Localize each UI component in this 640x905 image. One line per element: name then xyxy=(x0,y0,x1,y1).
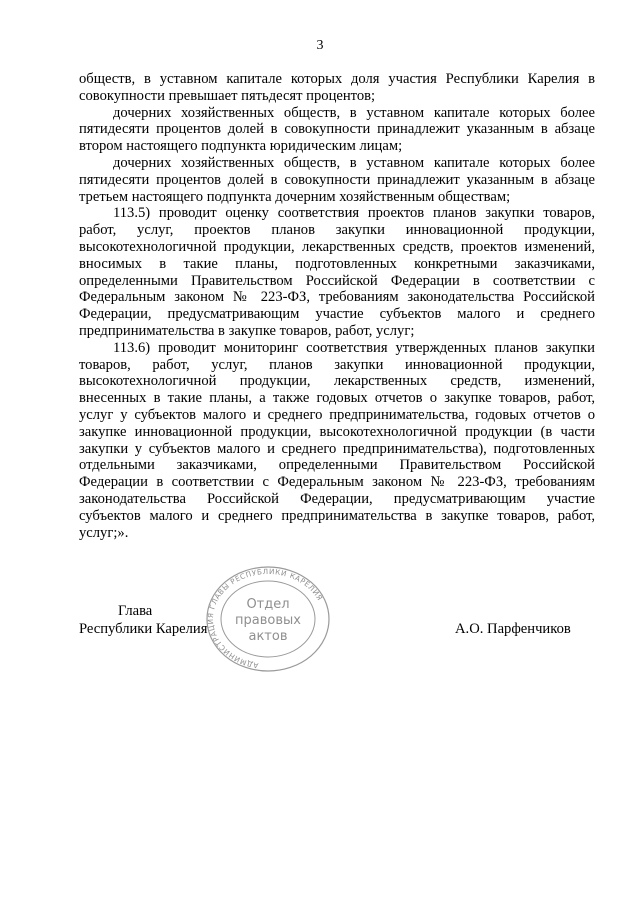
text-line: предпринимательства в закупке товаров, работ, услуг; xyxy=(79,322,415,339)
text-line: работ, услуг, проектов планов закупки инновационной продукции, xyxy=(79,222,595,239)
document-body xyxy=(79,71,595,541)
text-line: пятидесяти процентов долей в совокупности принадлежит указанным в абзаце xyxy=(79,171,595,188)
text-line: дочерних хозяйственных обществ, в уставном капитале которых более xyxy=(113,154,595,171)
text-line: совокупности превышает пятьдесят процентов; xyxy=(79,87,376,104)
text-line: услуг;». xyxy=(79,524,129,541)
text-line: высокотехнологичной продукции, лекарственных средств, изменений, xyxy=(79,373,595,390)
text-line: закупке инновационной продукции, высокотехнологичной продукции (в части xyxy=(79,423,595,440)
text-line: 113.6) проводит мониторинг соответствия утвержденных планов закупки xyxy=(113,339,595,356)
text-line: закупки у субъектов малого и среднего предпринимательства), подготовленных xyxy=(79,440,595,457)
text-line: обществ, в уставном капитале которых доля участия Республики Карелия в xyxy=(79,71,595,87)
text-line: 113.5) проводит оценку соответствия проектов планов закупки товаров, xyxy=(113,205,595,222)
text-line: законодательства Российской Федерации, предусматривающим участие xyxy=(79,490,595,507)
stamp-line-1: Отдел xyxy=(246,597,290,612)
signature-title-line-2: Республики Карелия xyxy=(79,621,208,637)
text-line: третьем настоящего подпункта дочерним хозяйственным обществам; xyxy=(79,188,511,205)
text-line: втором настоящего подпункта юридическим лицам; xyxy=(79,138,403,155)
stamp-line-3: актов xyxy=(248,629,288,644)
page-number: 3 xyxy=(316,38,324,53)
text-line: дочерних хозяйственных обществ, в уставном капитале которых более xyxy=(113,104,595,121)
text-line: внесенных в такие планы, а также годовых отчетов о закупке товаров, работ, xyxy=(79,390,595,407)
text-line: товаров, работ, услуг, планов закупки инновационной продукции, xyxy=(79,356,595,373)
stamp-line-2: правовых xyxy=(235,613,301,628)
stamp-ring-text: АДМИНИСТРАЦИЯ ГЛАВЫ РЕСПУБЛИКИ КАРЕЛИЯ xyxy=(205,566,325,671)
text-line: субъектов малого и среднего предпринимательства в закупке товаров, работ, xyxy=(79,507,595,524)
text-line: вносимых в такие планы, подготовленных конкретными заказчиками, xyxy=(79,255,595,272)
signature-title-line-1: Глава xyxy=(118,603,153,619)
stamp-seal xyxy=(204,565,332,675)
text-line: Федерации, предусматривающим участие субъектов малого и среднего xyxy=(79,306,595,323)
signature-name: А.О. Парфенчиков xyxy=(455,621,571,637)
text-line: услуг у субъектов малого и среднего предпринимательства, годовых отчетов о xyxy=(79,406,595,423)
text-line: Федеральным законом № 223-ФЗ, требованиям законодательства Российской xyxy=(79,289,595,306)
text-line: пятидесяти процентов долей в совокупности принадлежит указанным в абзаце xyxy=(79,121,595,138)
text-line: отдельными заказчиками, определенными Правительством Российской xyxy=(79,457,595,474)
text-line: Федерации в соответствии с Федеральным законом № 223-ФЗ, требованиям xyxy=(79,474,595,491)
text-line: высокотехнологичной продукции, лекарственных средств, проектов изменений, xyxy=(79,238,595,255)
text-line: определенными Правительством Российской Федерации в соответствии с xyxy=(79,272,595,289)
